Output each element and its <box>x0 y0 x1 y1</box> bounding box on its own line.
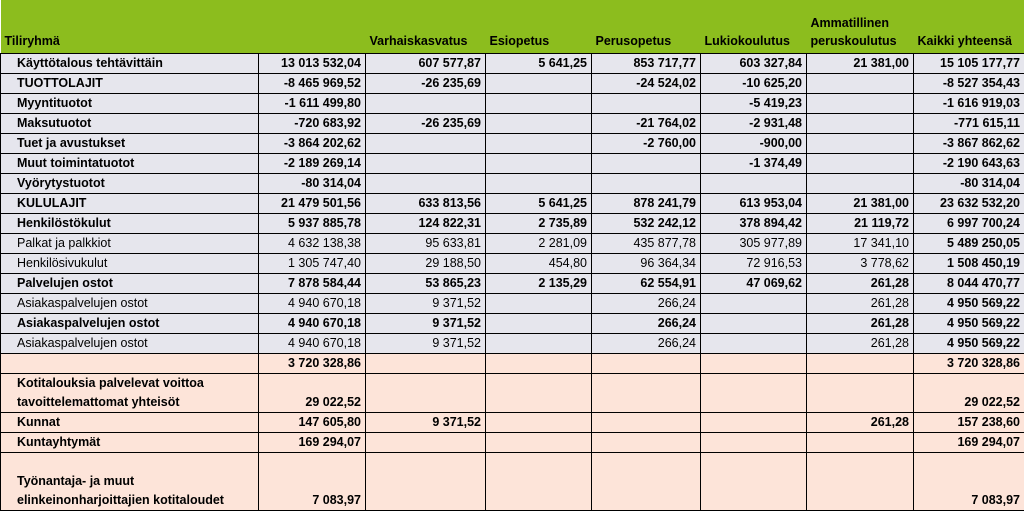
table-row <box>1 154 1024 174</box>
cell-value <box>486 114 592 134</box>
cell-value <box>366 453 486 511</box>
table-row <box>1 374 1024 413</box>
cell-value: 3 720 328,86 <box>259 354 366 374</box>
cell-value: -10 625,20 <box>701 74 807 94</box>
row-label: KULULAJIT <box>1 194 259 214</box>
cell-value: -720 683,92 <box>259 114 366 134</box>
cell-value <box>486 294 592 314</box>
cell-value <box>807 74 914 94</box>
cell-value <box>807 174 914 194</box>
cell-value <box>486 413 592 433</box>
cell-value <box>807 354 914 374</box>
cell-value <box>807 154 914 174</box>
cell-value: 4 950 569,22 <box>914 334 1024 354</box>
cell-value <box>701 334 807 354</box>
header-kaikki-yhteensa: Kaikki yhteensä <box>914 0 1024 54</box>
cell-value: 124 822,31 <box>366 214 486 234</box>
cell-value: -5 419,23 <box>701 94 807 114</box>
cell-value <box>592 94 701 114</box>
table-row <box>1 214 1024 234</box>
cell-value: -2 189 269,14 <box>259 154 366 174</box>
cell-value <box>807 114 914 134</box>
cell-value: 2 135,29 <box>486 274 592 294</box>
cell-value: 3 720 328,86 <box>914 354 1024 374</box>
cell-value: 29 022,52 <box>914 374 1024 413</box>
cell-value <box>701 314 807 334</box>
cell-value: 261,28 <box>807 314 914 334</box>
row-label: Henkilösivukulut <box>1 254 259 274</box>
cell-value: 435 877,78 <box>592 234 701 254</box>
cell-value: 2 735,89 <box>486 214 592 234</box>
cell-value: -8 527 354,43 <box>914 74 1024 94</box>
cell-value: 878 241,79 <box>592 194 701 214</box>
cell-value: 7 083,97 <box>914 453 1024 511</box>
cell-value: 261,28 <box>807 274 914 294</box>
row-label: Palkat ja palkkiot <box>1 234 259 254</box>
table-row <box>1 433 1024 453</box>
header-ammatillinen: Ammatillinen peruskoulutus <box>807 0 914 54</box>
cell-value <box>366 154 486 174</box>
table-row <box>1 314 1024 334</box>
cell-value: 1 305 747,40 <box>259 254 366 274</box>
cell-value <box>486 433 592 453</box>
row-label: Vyörytystuotot <box>1 174 259 194</box>
cell-value <box>486 334 592 354</box>
cell-value: 266,24 <box>592 294 701 314</box>
cell-value: 261,28 <box>807 413 914 433</box>
cell-value: 15 105 177,77 <box>914 54 1024 74</box>
cell-value: 23 632 532,20 <box>914 194 1024 214</box>
cell-value: 147 605,80 <box>259 413 366 433</box>
cell-value: 266,24 <box>592 314 701 334</box>
table-row <box>1 114 1024 134</box>
cell-value: -21 764,02 <box>592 114 701 134</box>
table-row <box>1 234 1024 254</box>
cell-value <box>701 174 807 194</box>
cell-value: 607 577,87 <box>366 54 486 74</box>
cell-value: 261,28 <box>807 334 914 354</box>
cell-value: -3 864 202,62 <box>259 134 366 154</box>
cell-value: 7 878 584,44 <box>259 274 366 294</box>
table-row <box>1 134 1024 154</box>
table-row <box>1 274 1024 294</box>
row-label: Muut toimintatuotot <box>1 154 259 174</box>
cell-value: -26 235,69 <box>366 74 486 94</box>
cell-value: 4 950 569,22 <box>914 314 1024 334</box>
row-label: Tuet ja avustukset <box>1 134 259 154</box>
cell-value: 62 554,91 <box>592 274 701 294</box>
table-row <box>1 74 1024 94</box>
cell-value <box>486 374 592 413</box>
cell-value: 17 341,10 <box>807 234 914 254</box>
row-label: Myyntituotot <box>1 94 259 114</box>
cell-value: -26 235,69 <box>366 114 486 134</box>
cell-value: 5 641,25 <box>486 194 592 214</box>
cell-value <box>592 413 701 433</box>
header-varhaiskasvatus: Varhaiskasvatus <box>366 0 486 54</box>
cell-value: 4 950 569,22 <box>914 294 1024 314</box>
cell-value <box>592 354 701 374</box>
cell-value: -771 615,11 <box>914 114 1024 134</box>
cell-value: -8 465 969,52 <box>259 74 366 94</box>
cell-value <box>486 134 592 154</box>
cell-value: 95 633,81 <box>366 234 486 254</box>
cell-value <box>366 94 486 114</box>
cell-value: 21 381,00 <box>807 194 914 214</box>
cell-value <box>807 453 914 511</box>
row-label: Palvelujen ostot <box>1 274 259 294</box>
cell-value <box>807 374 914 413</box>
cell-value: -80 314,04 <box>259 174 366 194</box>
cell-value <box>486 174 592 194</box>
table-row <box>1 194 1024 214</box>
cell-value: 21 119,72 <box>807 214 914 234</box>
cell-value: 21 479 501,56 <box>259 194 366 214</box>
cell-value: 5 937 885,78 <box>259 214 366 234</box>
table-row <box>1 354 1024 374</box>
cell-value: 454,80 <box>486 254 592 274</box>
cell-value: 5 489 250,05 <box>914 234 1024 254</box>
header-tiliryhma: Tiliryhmä <box>1 0 259 54</box>
cell-value <box>592 433 701 453</box>
table-row <box>1 54 1024 74</box>
cell-value: 4 632 138,38 <box>259 234 366 254</box>
cell-value: 9 371,52 <box>366 314 486 334</box>
cell-value: 13 013 532,04 <box>259 54 366 74</box>
cell-value: 633 813,56 <box>366 194 486 214</box>
cell-value <box>701 413 807 433</box>
cell-value: 96 364,34 <box>592 254 701 274</box>
cell-value <box>807 433 914 453</box>
cell-value: 378 894,42 <box>701 214 807 234</box>
cell-value <box>486 74 592 94</box>
row-label: Asiakaspalvelujen ostot <box>1 334 259 354</box>
cell-value <box>366 354 486 374</box>
cell-value <box>486 354 592 374</box>
cell-value <box>486 94 592 114</box>
cell-value: 29 188,50 <box>366 254 486 274</box>
cell-value <box>366 433 486 453</box>
row-label: Käyttötalous tehtävittäin <box>1 54 259 74</box>
cell-value <box>701 453 807 511</box>
cell-value: 9 371,52 <box>366 413 486 433</box>
cell-value <box>701 374 807 413</box>
cell-value <box>701 354 807 374</box>
cell-value: 532 242,12 <box>592 214 701 234</box>
header-perusopetus: Perusopetus <box>592 0 701 54</box>
cell-value: 29 022,52 <box>259 374 366 413</box>
header-esiopetus: Esiopetus <box>486 0 592 54</box>
cell-value: 853 717,77 <box>592 54 701 74</box>
cell-value: 72 916,53 <box>701 254 807 274</box>
cell-value: 1 508 450,19 <box>914 254 1024 274</box>
cell-value <box>592 154 701 174</box>
cell-value: -1 611 499,80 <box>259 94 366 114</box>
cell-value: 3 778,62 <box>807 254 914 274</box>
cell-value <box>807 94 914 114</box>
cell-value: 169 294,07 <box>259 433 366 453</box>
table-row <box>1 254 1024 274</box>
cell-value: 613 953,04 <box>701 194 807 214</box>
row-label: TUOTTOLAJIT <box>1 74 259 94</box>
cell-value: 21 381,00 <box>807 54 914 74</box>
cell-value: 6 997 700,24 <box>914 214 1024 234</box>
cell-value: -1 374,49 <box>701 154 807 174</box>
cell-value <box>592 374 701 413</box>
table-row <box>1 413 1024 433</box>
cell-value <box>366 134 486 154</box>
cell-value: 4 940 670,18 <box>259 314 366 334</box>
cell-value: 5 641,25 <box>486 54 592 74</box>
row-label: Kuntayhtymät <box>1 433 259 453</box>
row-label: Maksutuotot <box>1 114 259 134</box>
cell-value: 8 044 470,77 <box>914 274 1024 294</box>
cell-value <box>366 374 486 413</box>
table-row <box>1 453 1024 511</box>
header-row <box>1 0 1024 54</box>
table-row <box>1 294 1024 314</box>
cell-value <box>366 174 486 194</box>
header-total-blank <box>259 0 366 54</box>
cell-value <box>701 294 807 314</box>
cell-value <box>486 154 592 174</box>
cell-value: 266,24 <box>592 334 701 354</box>
cell-value <box>592 174 701 194</box>
cell-value <box>807 134 914 154</box>
row-label: Kunnat <box>1 413 259 433</box>
cell-value: 4 940 670,18 <box>259 294 366 314</box>
cell-value: -2 931,48 <box>701 114 807 134</box>
table-row <box>1 94 1024 114</box>
cell-value: 47 069,62 <box>701 274 807 294</box>
row-label: Henkilöstökulut <box>1 214 259 234</box>
cell-value: -900,00 <box>701 134 807 154</box>
cell-value: 53 865,23 <box>366 274 486 294</box>
row-label: Asiakaspalvelujen ostot <box>1 314 259 334</box>
cell-value: -80 314,04 <box>914 174 1024 194</box>
row-label: Asiakaspalvelujen ostot <box>1 294 259 314</box>
cell-value <box>486 453 592 511</box>
cell-value: -1 616 919,03 <box>914 94 1024 114</box>
table-row <box>1 334 1024 354</box>
table-row <box>1 174 1024 194</box>
cell-value: 4 940 670,18 <box>259 334 366 354</box>
cell-value: 2 281,09 <box>486 234 592 254</box>
header-lukiokoulutus: Lukiokoulutus <box>701 0 807 54</box>
cell-value: -2 760,00 <box>592 134 701 154</box>
cell-value: 603 327,84 <box>701 54 807 74</box>
cell-value: 261,28 <box>807 294 914 314</box>
row-label: Kotitalouksia palvelevat voittoa tavoittelemattomat yhteisöt <box>1 374 259 413</box>
cell-value: -3 867 862,62 <box>914 134 1024 154</box>
cell-value: -24 524,02 <box>592 74 701 94</box>
cell-value: 7 083,97 <box>259 453 366 511</box>
cell-value <box>701 433 807 453</box>
row-label <box>1 354 259 374</box>
cell-value <box>592 453 701 511</box>
cell-value: 9 371,52 <box>366 294 486 314</box>
cell-value: -2 190 643,63 <box>914 154 1024 174</box>
cell-value <box>486 314 592 334</box>
cell-value: 9 371,52 <box>366 334 486 354</box>
cell-value: 169 294,07 <box>914 433 1024 453</box>
cell-value: 305 977,89 <box>701 234 807 254</box>
row-label: Työnantaja- ja muut elinkeinonharjoittajien kotitaloudet <box>1 453 259 511</box>
cell-value: 157 238,60 <box>914 413 1024 433</box>
